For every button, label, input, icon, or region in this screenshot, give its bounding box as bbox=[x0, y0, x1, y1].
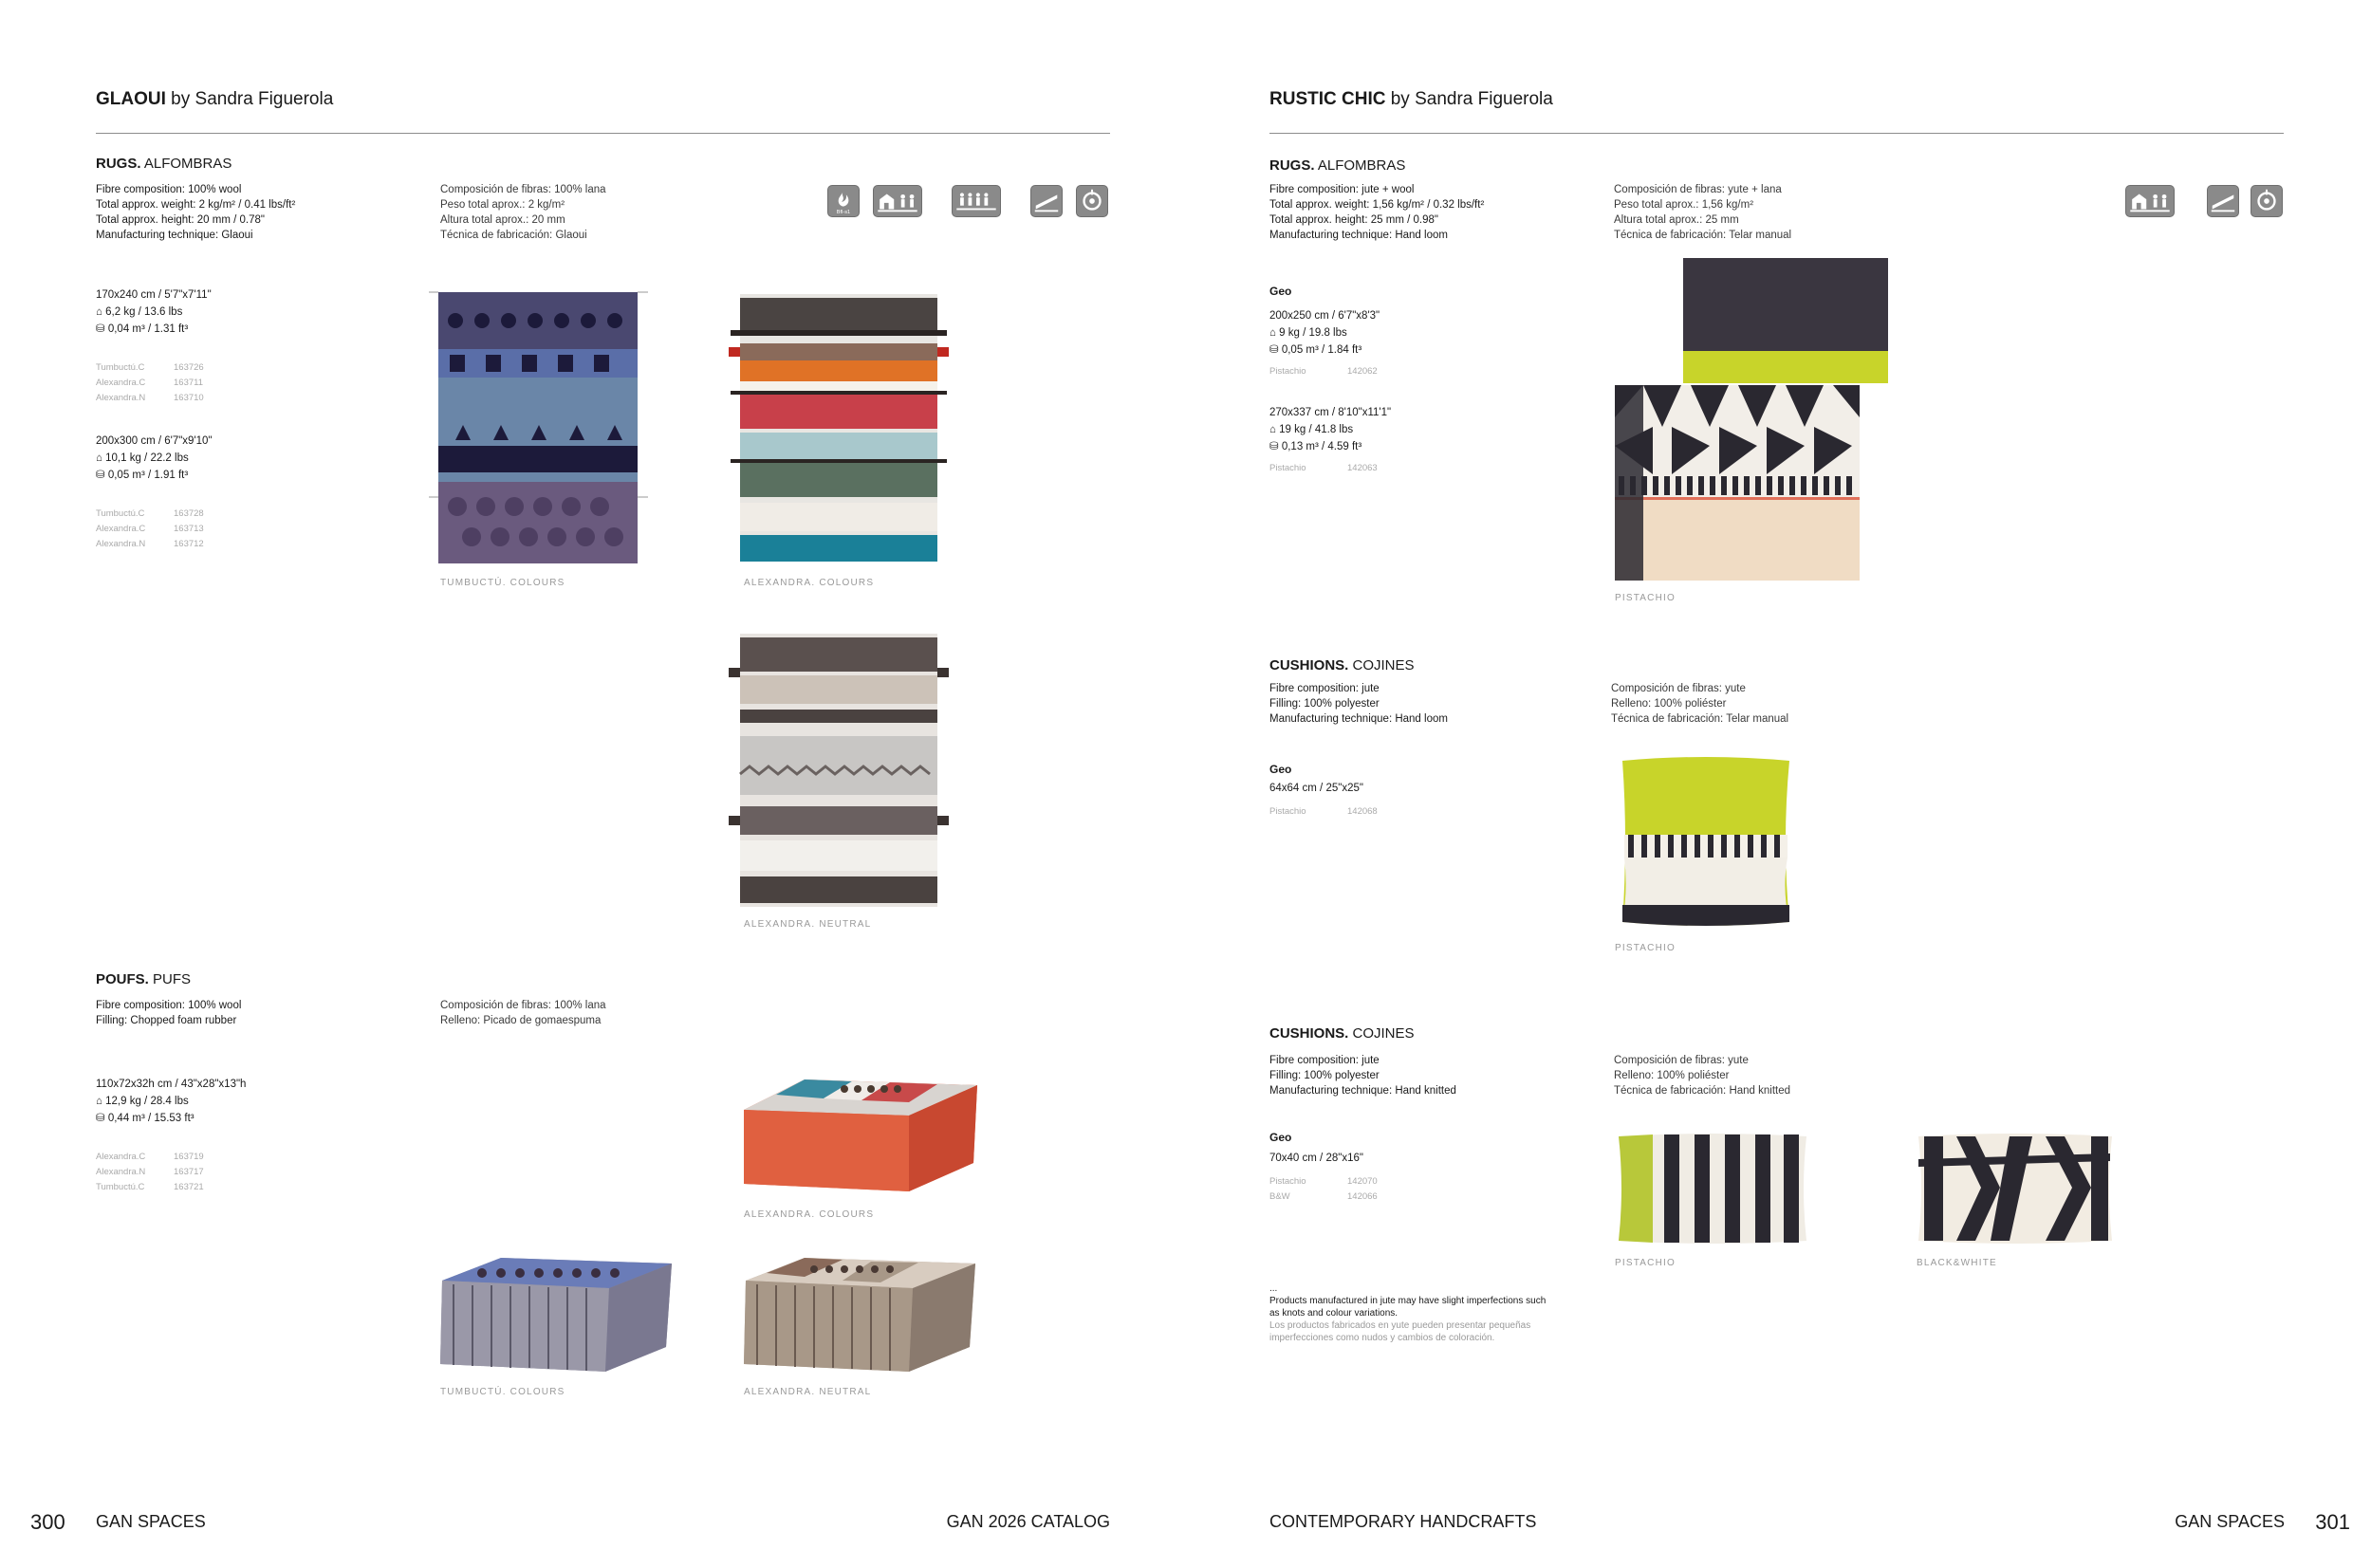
pouf-image-tumbuctu-colours bbox=[435, 1252, 677, 1375]
caption-cushion-knitted-bw: BLACK&WHITE bbox=[1917, 1258, 1997, 1268]
caption-rug-pistachio: PISTACHIO bbox=[1615, 593, 1676, 603]
caption-pouf-alexandra-neutral: ALEXANDRA. NEUTRAL bbox=[744, 1387, 872, 1397]
caption-alexandra-colours: ALEXANDRA. COLOURS bbox=[744, 578, 875, 588]
poufs-specs-es: Composición de fibras: 100% lana Relleno: Picado de gomaespuma bbox=[440, 1000, 606, 1026]
title-divider-right bbox=[1269, 133, 2284, 134]
title-divider bbox=[96, 133, 1110, 134]
pouf-product-codes: Alexandra.C 163719 Alexandra.N 163717 Tumbuctú.C 163721 bbox=[96, 1152, 204, 1192]
cushions-loom-specs-en: Fibre composition: jute Filling: 100% polyester Manufacturing technique: Hand loom bbox=[1269, 683, 1448, 725]
indoor-use-icon-right bbox=[2125, 185, 2175, 217]
caption-cushion-knitted-pistachio: PISTACHIO bbox=[1615, 1258, 1676, 1268]
section-heading-cushions-knitted: CUSHIONS. COJINES bbox=[1269, 1025, 1415, 1042]
vacuum-clean-icon-right bbox=[2251, 185, 2283, 217]
rugs-specs-es-right: Composición de fibras: yute + lana Peso total aprox.: 1,56 kg/m² Altura total aprox.: 25 mm Técnica de fabricación: Telar manual bbox=[1614, 184, 1792, 241]
page-title-rustic-chic: RUSTIC CHIC by Sandra Figuerola bbox=[1269, 89, 1553, 109]
rug-size-200x250: 200x250 cm / 6'7"x8'3" ⌂ 9 kg / 19.8 lbs ⛁ 0,05 m³ / 1.84 ft³ bbox=[1269, 310, 1380, 356]
pouf-size: 110x72x32h cm / 43"x28"x13"h ⌂ 12,9 kg / 28.4 lbs ⛁ 0,44 m³ / 15.53 ft³ bbox=[96, 1079, 247, 1124]
page-title-glaoui: GLAOUI by Sandra Figuerola bbox=[96, 89, 334, 109]
variant-label-geo-rug: Geo bbox=[1269, 285, 1292, 298]
cushion-image-geo-pistachio bbox=[1615, 753, 1797, 930]
rug-image-tumbuctu-colours bbox=[427, 288, 650, 567]
jute-imperfections-note: ... Products manufactured in jute may have slight imperfections such as knots and colour variations. Los productos fabricados en yute pueden presentar pequeñas imperfecciones como nudos y cambios de coloración. bbox=[1269, 1283, 1547, 1343]
poufs-specs-en: Fibre composition: 100% wool Filling: Chopped foam rubber bbox=[96, 1000, 242, 1026]
cushions-knitted-specs-es: Composición de fibras: yute Relleno: 100% poliéster Técnica de fabricación: Hand knitted bbox=[1614, 1055, 1791, 1097]
cushion-image-knitted-black-white bbox=[1915, 1131, 2116, 1246]
cushion-size-64x64: 64x64 cm / 25"x25" bbox=[1269, 783, 1363, 794]
fire-rating-icon bbox=[827, 185, 860, 217]
pouf-image-alexandra-colours bbox=[738, 1072, 979, 1195]
vacuum-clean-icon bbox=[1076, 185, 1108, 217]
heavy-traffic-icon bbox=[952, 185, 1001, 217]
product-codes-170x240: Tumbuctú.C 163726 Alexandra.C 163711 Alexandra.N 163710 bbox=[96, 362, 204, 403]
caption-pouf-tumbuctu-colours: TUMBUCTÚ. COLOURS bbox=[440, 1387, 565, 1397]
svg-text:Bfl-s1: Bfl-s1 bbox=[836, 210, 851, 216]
caption-pouf-alexandra-colours: ALEXANDRA. COLOURS bbox=[744, 1209, 875, 1220]
rugs-specs-en-right: Fibre composition: jute + wool Total approx. weight: 1,56 kg/m² / 0.32 lbs/ft² Total approx. height: 25 mm / 0.98" Manufacturing technique: Hand loom bbox=[1269, 184, 1485, 241]
variant-label-geo-cushion: Geo bbox=[1269, 763, 1292, 776]
rug-size-170x240: 170x240 cm / 5'7"x7'11" ⌂ 6,2 kg / 13.6 lbs ⛁ 0,04 m³ / 1.31 ft³ bbox=[96, 289, 212, 335]
variant-label-geo-cushion-knitted: Geo bbox=[1269, 1131, 1292, 1144]
cushions-knitted-specs-en: Fibre composition: jute Filling: 100% polyester Manufacturing technique: Hand knitted bbox=[1269, 1055, 1456, 1097]
section-heading-rugs-right: RUGS. ALFOMBRAS bbox=[1269, 157, 1406, 174]
footer-right-section: CONTEMPORARY HANDCRAFTS bbox=[1269, 1512, 1537, 1531]
underlay-icon-right bbox=[2207, 185, 2239, 217]
caption-alexandra-neutral: ALEXANDRA. NEUTRAL bbox=[744, 919, 872, 930]
rug-image-alexandra-neutral bbox=[725, 630, 953, 911]
rug-size-200x300: 200x300 cm / 6'7"x9'10" ⌂ 10,1 kg / 22.2 lbs ⛁ 0,05 m³ / 1.91 ft³ bbox=[96, 435, 213, 481]
product-codes-200x250: Pistachio 142062 bbox=[1269, 366, 1378, 377]
product-codes-200x300: Tumbuctú.C 163728 Alexandra.C 163713 Alexandra.N 163712 bbox=[96, 508, 204, 549]
footer-left-catalog: GAN 2026 CATALOG bbox=[946, 1512, 1110, 1531]
cushions-loom-specs-es: Composición de fibras: yute Relleno: 100% poliéster Técnica de fabricación: Telar manual bbox=[1611, 683, 1789, 725]
cushion-codes-64x64: Pistachio 142068 bbox=[1269, 806, 1378, 817]
rug-image-geo-pistachio bbox=[1615, 256, 1890, 582]
underlay-icon bbox=[1030, 185, 1063, 217]
page-number-left: 300 bbox=[30, 1510, 65, 1534]
footer-left-brand: GAN SPACES bbox=[96, 1512, 206, 1531]
cushion-size-70x40: 70x40 cm / 28"x16" bbox=[1269, 1153, 1363, 1164]
pouf-image-alexandra-neutral bbox=[738, 1252, 981, 1375]
caption-tumbuctu-colours: TUMBUCTÚ. COLOURS bbox=[440, 578, 565, 588]
rug-size-270x337: 270x337 cm / 8'10"x11'1" ⌂ 19 kg / 41.8 lbs ⛁ 0,13 m³ / 4.59 ft³ bbox=[1269, 407, 1392, 452]
rugs-specs-en: Fibre composition: 100% wool Total approx. weight: 2 kg/m² / 0.41 lbs/ft² Total approx. height: 20 mm / 0.78" Manufacturing technique: Glaoui bbox=[96, 184, 296, 241]
page-number-right: 301 bbox=[2315, 1510, 2350, 1534]
caption-cushion-pistachio: PISTACHIO bbox=[1615, 943, 1676, 953]
indoor-use-icon bbox=[873, 185, 922, 217]
cushion-codes-70x40: Pistachio 142070 B&W 142066 bbox=[1269, 1176, 1378, 1202]
section-heading-poufs: POUFS. PUFS bbox=[96, 971, 192, 987]
footer-right-brand: GAN SPACES bbox=[2175, 1512, 2285, 1531]
cushion-image-knitted-pistachio bbox=[1615, 1131, 1810, 1246]
rugs-specs-es: Composición de fibras: 100% lana Peso total aprox.: 2 kg/m² Altura total aprox.: 20 mm Técnica de fabricación: Glaoui bbox=[440, 184, 606, 241]
rug-image-alexandra-colours bbox=[725, 288, 953, 567]
section-heading-cushions-loom: CUSHIONS. COJINES bbox=[1269, 657, 1415, 673]
section-heading-rugs: RUGS. ALFOMBRAS bbox=[96, 156, 232, 172]
product-codes-270x337: Pistachio 142063 bbox=[1269, 463, 1378, 473]
